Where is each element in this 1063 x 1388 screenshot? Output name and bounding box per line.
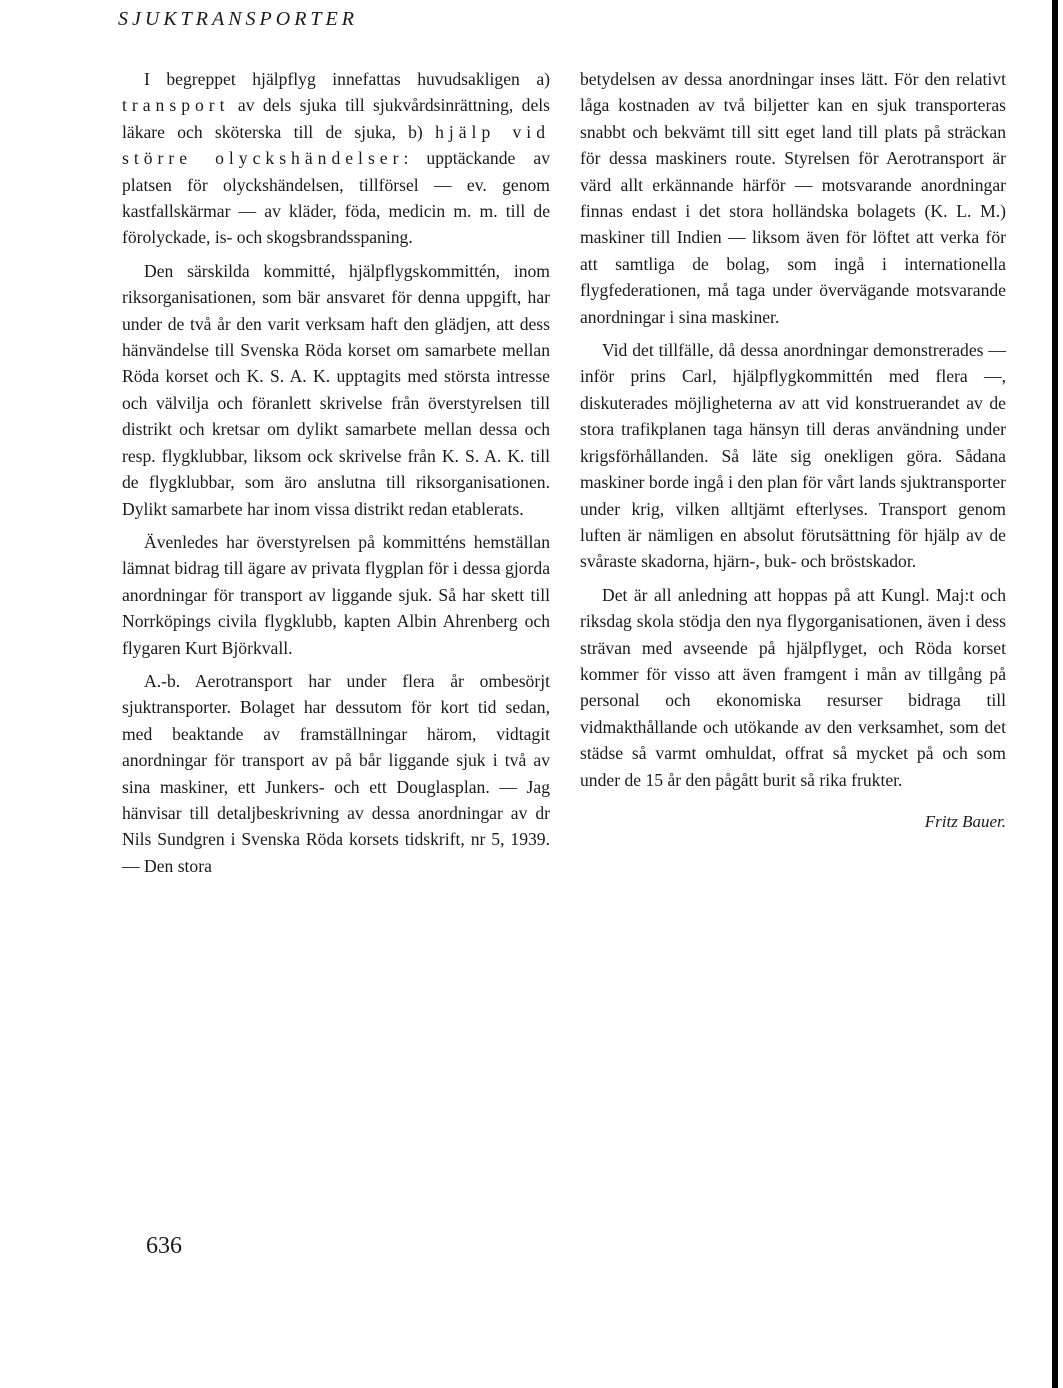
page-number: 636 — [146, 1233, 182, 1259]
left-paragraph-2: Den särskilda kommitté, hjälpflygskommittén, inom riksorganisationen, som bär ansvaret för denna uppgift, har under de två år den varit verksam haft den glädjen, att dess hänvändelse till Svenska Röda korset om samarbete mellan Röda korset och K. S. A. K. upptagits med största intresse och välvilja och föranlett skrivelse från överstyrelsen till distrikt och kretsar om dylikt samarbete mellan dessa och resp. flygklubbar, liksom ock skrivelse från K. S. A. K. till de flygklubbar, som äro anslutna till riksorganisationen. Dylikt samarbete har inom vissa distrikt redan etablerats. — [122, 260, 550, 519]
author-signature: Fritz Bauer. — [924, 811, 1006, 831]
right-paragraph-2: Vid det tillfälle, då dessa anordningar demonstrerades — inför prins Carl, hjälpflygkommittén med flera —, diskuterades möjligheterna av att vid konstruerandet av de stora trafikplanen taga hänsyn till deras användning under krigsförhållanden. Så läte sig onekligen göra. Sådana maskiner borde ingå i den plan för vårt lands sjuktransporter under krig, vilken alltjämt efterlyses. Transport genom luften är nämligen en absolut förutsättning för hjälp av de svåraste skadorna, hjärn-, buk- och bröstskador. — [580, 340, 1006, 572]
left-paragraph-4: A.-b. Aerotransport har under flera år ombesörjt sjuktransporter. Bolaget har dessutom för kort tid sedan, med beaktande av framställningar härom, vidtagit anordningar för transport av på bår liggande sjuk i två av sina maskiner, ett Junkers- och ett Douglasplan. — Jag hänvisar till detaljbeskrivning av dessa anordningar av dr Nils Sundgren i Svenska Röda korsets tidskrift, nr 5, 1939. — Den stora — [122, 670, 550, 876]
running-header: SJUKTRANSPORTER — [118, 8, 358, 30]
left-paragraph-1 — [122, 66, 550, 251]
p1-text-e: : upptäckande av platsen för olyckshändelsen, tillförsel — ev. genom kastfallskärmar — av kläder, föda, medicin m. m. till de förolyckade, is- och skogsbrandsspaning. — [122, 148, 550, 248]
right-paragraph-3: Det är all anledning att hoppas på att Kungl. Maj:t och riksdag skola stödja den nya flygorganisationen, även i dess strävan med avseende på hjälpflyget, och Röda korset kommer för visso att även framgent i mån av tillgång på personal och ekonomiska resurser bidraga till vidmakthållande och utökande av den verksamhet, som det städse så varmt omhuldat, offrat så mycket på och som under de 15 år den pågått burit så rika frukter. — [580, 584, 1006, 790]
p1-text-c: av dels sjuka till sjukvårdsinrättning, dels läkare och sköterska till de sjuka, b) — [122, 95, 550, 142]
p1-text-a: I begreppet hjälpflyg innefattas huvudsakligen a) — [144, 69, 550, 89]
p1-spaced-transport: transport — [122, 95, 230, 116]
p1-spaced-hjalp: hjälp vid större olyckshändelser — [122, 121, 550, 169]
left-paragraph-3: Ävenledes har överstyrelsen på kommitténs hemställan lämnat bidrag till ägare av privata flygplan för i dessa gjorda anordningar för transport av liggande sjuk. Så har skett till Norrköpings civila flygklubb, kapten Albin Ahrenberg och flygaren Kurt Björkvall. — [122, 531, 550, 658]
left-column — [122, 66, 550, 886]
right-paragraph-1: betydelsen av dessa anordningar inses lätt. För den relativt låga kostnaden av två biljetter kan en sjuk transporteras snabbt och bekvämt till sitt eget land till plats på sträckan för dessa maskiners route. Styrelsen för Aerotransport är värd allt erkännande härför — motsvarande anordningar finnas endast i det stora holländska bolagets (K. L. M.) maskiner till Indien — liksom även för löftet att verka för att samtliga de bolag, som ingå i internationella flygfederationen, må taga under övervägande motsvarande anordningar i sina maskiner. — [580, 69, 1006, 327]
right-column — [580, 66, 1006, 835]
